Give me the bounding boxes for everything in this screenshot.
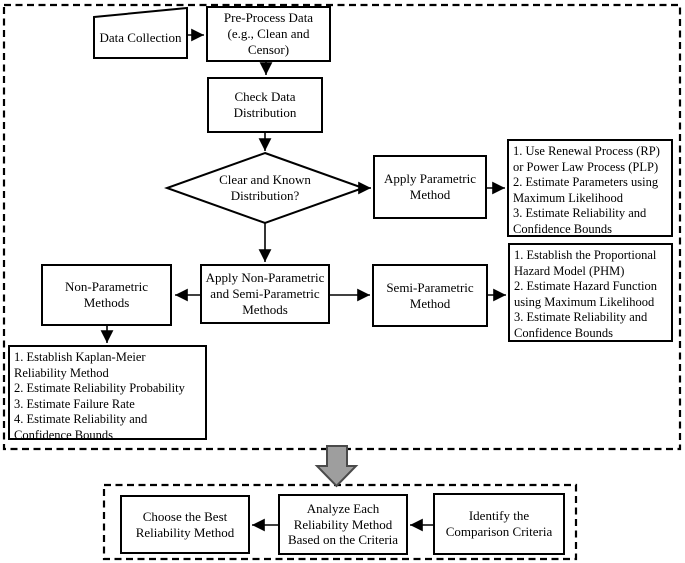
parametric-step: 1. Use Renewal Process (RP) or Power Law Process (PLP) xyxy=(513,144,660,174)
kaplan-meier-step: 4. Estimate Reliability and Confidence Bounds xyxy=(14,412,148,442)
node-non-parametric-label: Non-Parametric Methods xyxy=(64,279,149,310)
node-identify-criteria-label: Identify the Comparison Criteria xyxy=(445,508,553,539)
node-semi-parametric-label: Semi-Parametric Method xyxy=(386,279,474,311)
kaplan-meier-step: 1. Establish Kaplan-Meier Reliability Method xyxy=(14,350,146,380)
kaplan-meier-step: 2. Estimate Reliability Probability xyxy=(14,381,185,395)
node-apply-parametric-label: Apply Parametric Method xyxy=(383,171,477,202)
parametric-step: 2. Estimate Parameters using Maximum Likelihood xyxy=(513,175,659,205)
node-non-parametric xyxy=(41,264,172,326)
kaplan-meier-step: 3. Estimate Failure Rate xyxy=(14,396,135,411)
phm-step: 1. Establish the Proportional Hazard Model (PHM) xyxy=(514,248,657,278)
node-kaplan-meier-steps xyxy=(8,345,207,440)
node-semi-parametric xyxy=(372,264,488,327)
node-data-collection xyxy=(96,19,185,57)
node-pre-process xyxy=(206,6,331,62)
node-apply-parametric xyxy=(373,155,487,219)
node-decision-distribution xyxy=(195,168,335,208)
node-data-collection-label: Data Collection xyxy=(99,30,182,46)
node-phm-steps xyxy=(508,243,673,342)
node-decision-label: Clear and Known Distribution? xyxy=(219,172,311,203)
parametric-step: 3. Estimate Reliability and Confidence Bounds xyxy=(513,206,647,236)
phm-step: 2. Estimate Hazard Function using Maximum Likelihood xyxy=(514,279,658,309)
node-check-distribution-label: Check Data Distribution xyxy=(233,89,297,120)
node-identify-criteria xyxy=(433,493,565,555)
node-choose-best xyxy=(120,495,250,554)
node-pre-process-label: Pre-Process Data (e.g., Clean and Censor) xyxy=(223,10,314,57)
node-check-distribution xyxy=(207,77,323,133)
node-parametric-steps xyxy=(507,139,673,237)
node-apply-non-semi xyxy=(200,264,330,324)
node-choose-best-label: Choose the Best Reliability Method xyxy=(135,508,235,540)
node-apply-non-semi-label: Apply Non-Parametric and Semi-Parametric Methods xyxy=(205,270,325,317)
node-analyze-each-label: Analyze Each Reliability Method Based on the Criteria xyxy=(287,500,399,548)
node-analyze-each xyxy=(278,494,408,555)
block-arrow-down xyxy=(317,446,356,486)
phm-step: 3. Estimate Reliability and Confidence Bounds xyxy=(514,310,648,340)
